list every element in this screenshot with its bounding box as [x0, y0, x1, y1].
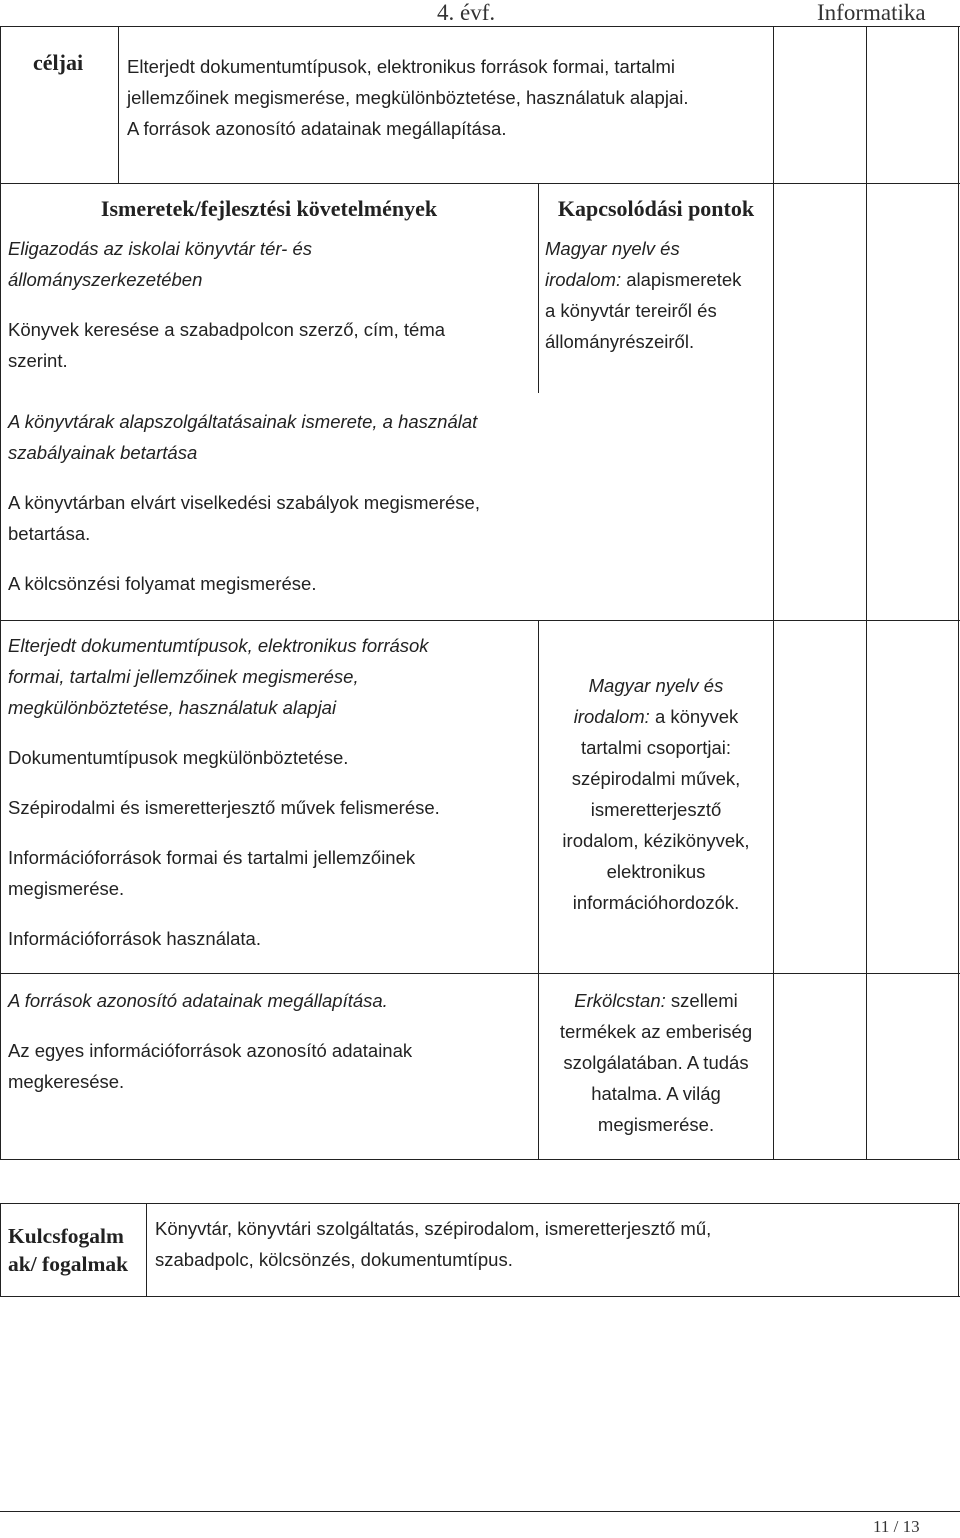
right-column-heading: Kapcsolódási pontok: [557, 196, 755, 221]
section4-right: Erkölcstan: szellemi termékek az emberiség szolgálatában. A tudás hatalma. A világ megismerése.: [559, 990, 753, 1135]
table-border: [0, 1159, 960, 1160]
table-border: [773, 26, 774, 184]
text-line: Könyvek keresése a szabadpolcon szerző, cím, téma: [8, 319, 446, 340]
table-border: [958, 183, 959, 1160]
table-border: [866, 183, 867, 1160]
footer-rule: [0, 1511, 960, 1512]
text-line: betartása.: [8, 523, 91, 544]
goals-line: A források azonosító adatainak megállapítása.: [127, 118, 507, 139]
text-line: Az egyes információforrások azonosító adatainak: [8, 1040, 413, 1061]
keywords-text: [155, 1213, 955, 1275]
table-border: [118, 26, 119, 184]
table-border: [0, 973, 960, 974]
text-line: Könyvtár, könyvtári szolgáltatás, szépirodalom, ismeretterjesztő mű,: [155, 1218, 712, 1239]
text-line: Dokumentumtípusok megkülönböztetése.: [8, 747, 349, 768]
page-number: 11 / 13: [873, 1517, 920, 1536]
table-border: [0, 183, 1, 1160]
goals-line: Elterjedt dokumentumtípusok, elektronikus források formai, tartalmi: [127, 56, 676, 77]
table-border: [866, 26, 867, 184]
subject-name: Magyar nyelv és: [588, 675, 724, 696]
header-subject: Informatika: [817, 0, 926, 25]
keywords-label-line: Kulcsfogalm: [8, 1224, 124, 1248]
table-border: [0, 620, 960, 621]
text-line: Információforrások használata.: [8, 928, 261, 949]
text-line: A könyvtárban elvárt viselkedési szabályok megismerése,: [8, 492, 480, 513]
subject-name: Erkölcstan:: [574, 990, 666, 1011]
goals-label: céljai: [33, 50, 84, 75]
table-border: [0, 183, 960, 184]
text-line: Elterjedt dokumentumtípusok, elektronikus források: [8, 635, 429, 656]
subject-name: irodalom:: [573, 706, 650, 727]
goals-line: jellemzőinek megismerése, megkülönböztetése, használatuk alapjai.: [127, 87, 689, 108]
keywords-label-line: ak/ fogalmak: [8, 1252, 129, 1276]
section2-left: [8, 406, 538, 618]
table-border: [0, 1296, 960, 1297]
header-grade: 4. évf.: [437, 0, 496, 25]
text-line: megismerése.: [8, 878, 125, 899]
text-line: megkeresése.: [8, 1071, 125, 1092]
table-border: [0, 1203, 1, 1297]
section3-right: Magyar nyelv és irodalom: a könyvek tartalmi csoportjai: szépirodalmi művek, ismeretterjesztő irodalom, kézikönyvek, elektronikus információhordozók.: [562, 675, 750, 913]
text-line: Információforrások formai és tartalmi jellemzőinek: [8, 847, 416, 868]
left-column-heading: Ismeretek/fejlesztési követelmények: [100, 196, 438, 221]
text-line: szabadpolc, kölcsönzés, dokumentumtípus.: [155, 1249, 513, 1270]
subject-name: Magyar nyelv és: [545, 238, 680, 259]
table-border: [958, 26, 959, 184]
text-line: Szépirodalmi és ismeretterjesztő művek felismerése.: [8, 797, 440, 818]
table-border: [0, 26, 1, 184]
text-line: megkülönböztetése, használatuk alapjai: [8, 697, 337, 718]
text-line: szerint.: [8, 350, 68, 371]
section3-left: [8, 630, 533, 973]
table-border: [773, 183, 774, 1160]
text-line: formai, tartalmi jellemzőinek megismerése,: [8, 666, 359, 687]
text-line: A könyvtárak alapszolgáltatásainak ismerete, a használat: [8, 411, 478, 432]
table-border: [0, 1203, 960, 1204]
text-line: Eligazodás az iskolai könyvtár tér- és: [8, 238, 313, 259]
keywords-label: [8, 1222, 128, 1278]
text-line: állományszerkezetében: [8, 269, 203, 290]
table-border: [146, 1203, 147, 1297]
text-line: A források azonosító adatainak megállapítása.: [8, 990, 388, 1011]
section4-left: [8, 985, 533, 1116]
table-border: [958, 1203, 959, 1297]
section1-right: Magyar nyelv és irodalom: alapismeretek a könyvtár tereiről és állományrészeiről.: [545, 238, 742, 352]
text-line: szabályainak betartása: [8, 442, 198, 463]
section1-left: [8, 233, 528, 395]
table-border: [0, 26, 960, 27]
goals-text: [127, 51, 688, 144]
text-line: A kölcsönzési folyamat megismerése.: [8, 573, 317, 594]
subject-name: irodalom:: [545, 269, 622, 290]
